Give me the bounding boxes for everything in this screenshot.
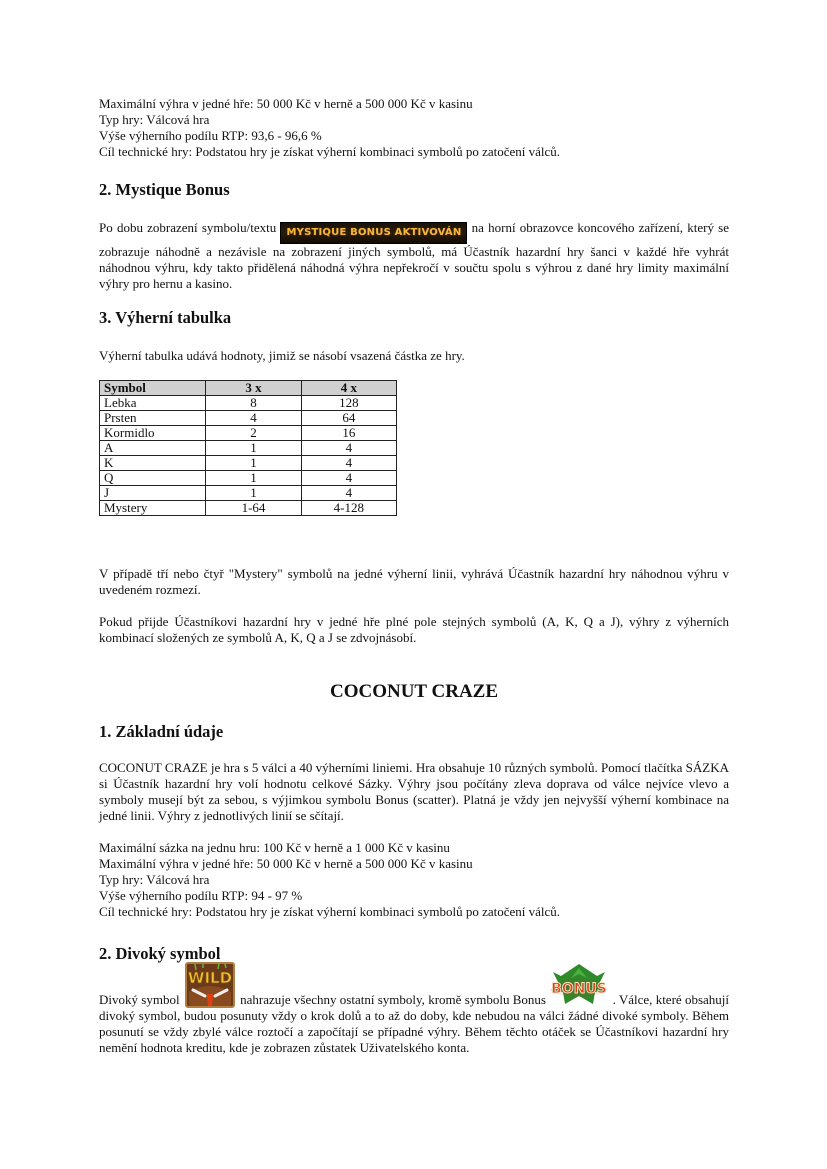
cell-3x: 1 xyxy=(206,486,301,501)
cell-3x: 1-64 xyxy=(206,501,301,516)
table-row xyxy=(100,411,397,426)
wild-section xyxy=(99,944,729,964)
table-row xyxy=(100,456,397,471)
cell-4x: 4 xyxy=(301,486,396,501)
cell-symbol: J xyxy=(100,486,206,501)
mystique-paragraph xyxy=(99,220,729,292)
game-info-block xyxy=(99,96,729,160)
double-note: Pokud přijde Účastníkovi hazardní hry v jedné hře plné pole stejných symbolů (A, K, Q a J), výhry z výherních kombinací složených ze symbolů A, K, Q a J se zdvojnásobí. xyxy=(99,614,729,645)
paragraph-text: . Válce, které obsahují divoký symbol, budou posunuty vždy o krok dolů a to až do doby, kde nebudou na válci žádné divoké symboly. Během posunutí se vždy zbylé válce roztočí a započítají se případné výhry. Během těchto otáček se Účastníkovi hazardní hry nemění hodnota kreditu, kde je zobrazen zůstatek Uživatelského konta. xyxy=(99,992,730,1055)
cell-4x: 64 xyxy=(301,411,396,426)
table-row xyxy=(100,471,397,486)
column-header: Symbol xyxy=(100,381,206,396)
cell-symbol: Q xyxy=(100,471,206,486)
paragraph-text: nahrazuje všechny ostatní symboly, kromě symbolu Bonus xyxy=(240,992,546,1007)
paragraph-text: Divoký symbol xyxy=(99,992,180,1007)
cell-4x: 4-128 xyxy=(301,501,396,516)
svg-text:BONUS: BONUS xyxy=(551,981,608,997)
paytable xyxy=(99,380,729,516)
cell-3x: 2 xyxy=(206,426,301,441)
info-line: Výše výherního podílu RTP: 93,6 - 96,6 % xyxy=(99,128,322,143)
section-heading: 2. Divoký symbol xyxy=(99,944,221,963)
info-line: Cíl technické hry: Podstatou hry je získat výherní kombinaci symbolů po zatočení válců. xyxy=(99,144,561,159)
wild-symbol-icon xyxy=(185,962,235,1008)
table-row xyxy=(100,426,397,441)
table-row xyxy=(100,396,397,411)
cell-symbol: A xyxy=(100,441,206,456)
cell-symbol: Prsten xyxy=(100,411,206,426)
section-heading: 1. Základní údaje xyxy=(99,722,224,741)
cell-4x: 4 xyxy=(301,456,396,471)
table-header-row xyxy=(100,381,397,396)
basic-info-section xyxy=(99,722,729,742)
section-heading: 2. Mystique Bonus xyxy=(99,180,230,199)
table-row xyxy=(100,486,397,501)
cell-symbol: Kormidlo xyxy=(100,426,206,441)
basic-description: COCONUT CRAZE je hra s 5 válci a 40 výherními liniemi. Hra obsahuje 10 různých symbolů. Pomocí tlačítka SÁZKA si Účastník hazardní hry volí hodnotu celkové Sázky. Výhry jsou počítány zleva doprava od válce nejvíce vlevo a symboly musejí být za sebou, s výjimkou symbolu Bonus (scatter). Platná je vždy jen nejvyšší výherní kombinace na jedné linii. Výhry z jednotlivých linií se sčítají. xyxy=(99,760,729,823)
column-header: 4 x xyxy=(301,381,396,396)
cell-4x: 16 xyxy=(301,426,396,441)
cell-3x: 1 xyxy=(206,471,301,486)
table-row xyxy=(100,441,397,456)
table-row xyxy=(100,501,397,516)
column-header: 3 x xyxy=(206,381,301,396)
cell-3x: 1 xyxy=(206,456,301,471)
mystique-bonus-badge-icon: MYSTIQUE BONUS AKTIVOVÁN xyxy=(280,222,467,244)
cell-4x: 4 xyxy=(301,471,396,486)
paytable-table xyxy=(99,380,397,516)
info-line: Maximální výhra v jedné hře: 50 000 Kč v herně a 500 000 Kč v kasinu xyxy=(99,96,473,111)
paragraph-text: na horní obrazovce koncového zařízení, který se zobrazuje náhodně a nezávisle na zobrazení jiných symbolů, má Účastník hazardní hry šanci v každé hře vyhrát náhodnou výhru, kdy takto přidělená náhodná výhra nepřekročí v součtu spolu s výhrou z dané hry limity maximální výhry pro hernu a kasino. xyxy=(99,220,730,291)
paytable-intro: Výherní tabulka udává hodnoty, jimiž se násobí vsazená částka ze hry. xyxy=(99,348,465,363)
info-line: Cíl technické hry: Podstatou hry je získat výherní kombinaci symbolů po zatočení válců. xyxy=(99,904,561,919)
section-heading: 3. Výherní tabulka xyxy=(99,308,232,327)
info-line: Maximální výhra v jedné hře: 50 000 Kč v herně a 500 000 Kč v kasinu xyxy=(99,856,473,871)
info-line: Výše výherního podílu RTP: 94 - 97 % xyxy=(99,888,303,903)
info-line: Typ hry: Válcová hra xyxy=(99,112,210,127)
info-line: Maximální sázka na jednu hru: 100 Kč v herně a 1 000 Kč v kasinu xyxy=(99,840,450,855)
game-title: COCONUT CRAZE xyxy=(329,681,499,702)
mystery-note: V případě tří nebo čtyř "Mystery" symbolů na jedné výherní linii, vyhrává Účastník hazardní hry náhodnou výhru v uvedeném rozmezí. xyxy=(99,566,729,597)
coconut-info-block xyxy=(99,840,729,920)
cell-symbol: K xyxy=(100,456,206,471)
mystique-section xyxy=(99,180,729,200)
svg-text:WILD: WILD xyxy=(187,969,232,987)
cell-4x: 128 xyxy=(301,396,396,411)
cell-3x: 8 xyxy=(206,396,301,411)
bonus-symbol-icon xyxy=(551,962,607,1008)
paragraph-text: Po dobu zobrazení symbolu/textu xyxy=(99,220,277,235)
cell-4x: 4 xyxy=(301,441,396,456)
info-line: Typ hry: Válcová hra xyxy=(99,872,210,887)
paytable-section xyxy=(99,308,729,328)
cell-symbol: Mystery xyxy=(100,501,206,516)
wild-paragraph xyxy=(99,962,729,1056)
cell-symbol: Lebka xyxy=(100,396,206,411)
cell-3x: 1 xyxy=(206,441,301,456)
cell-3x: 4 xyxy=(206,411,301,426)
